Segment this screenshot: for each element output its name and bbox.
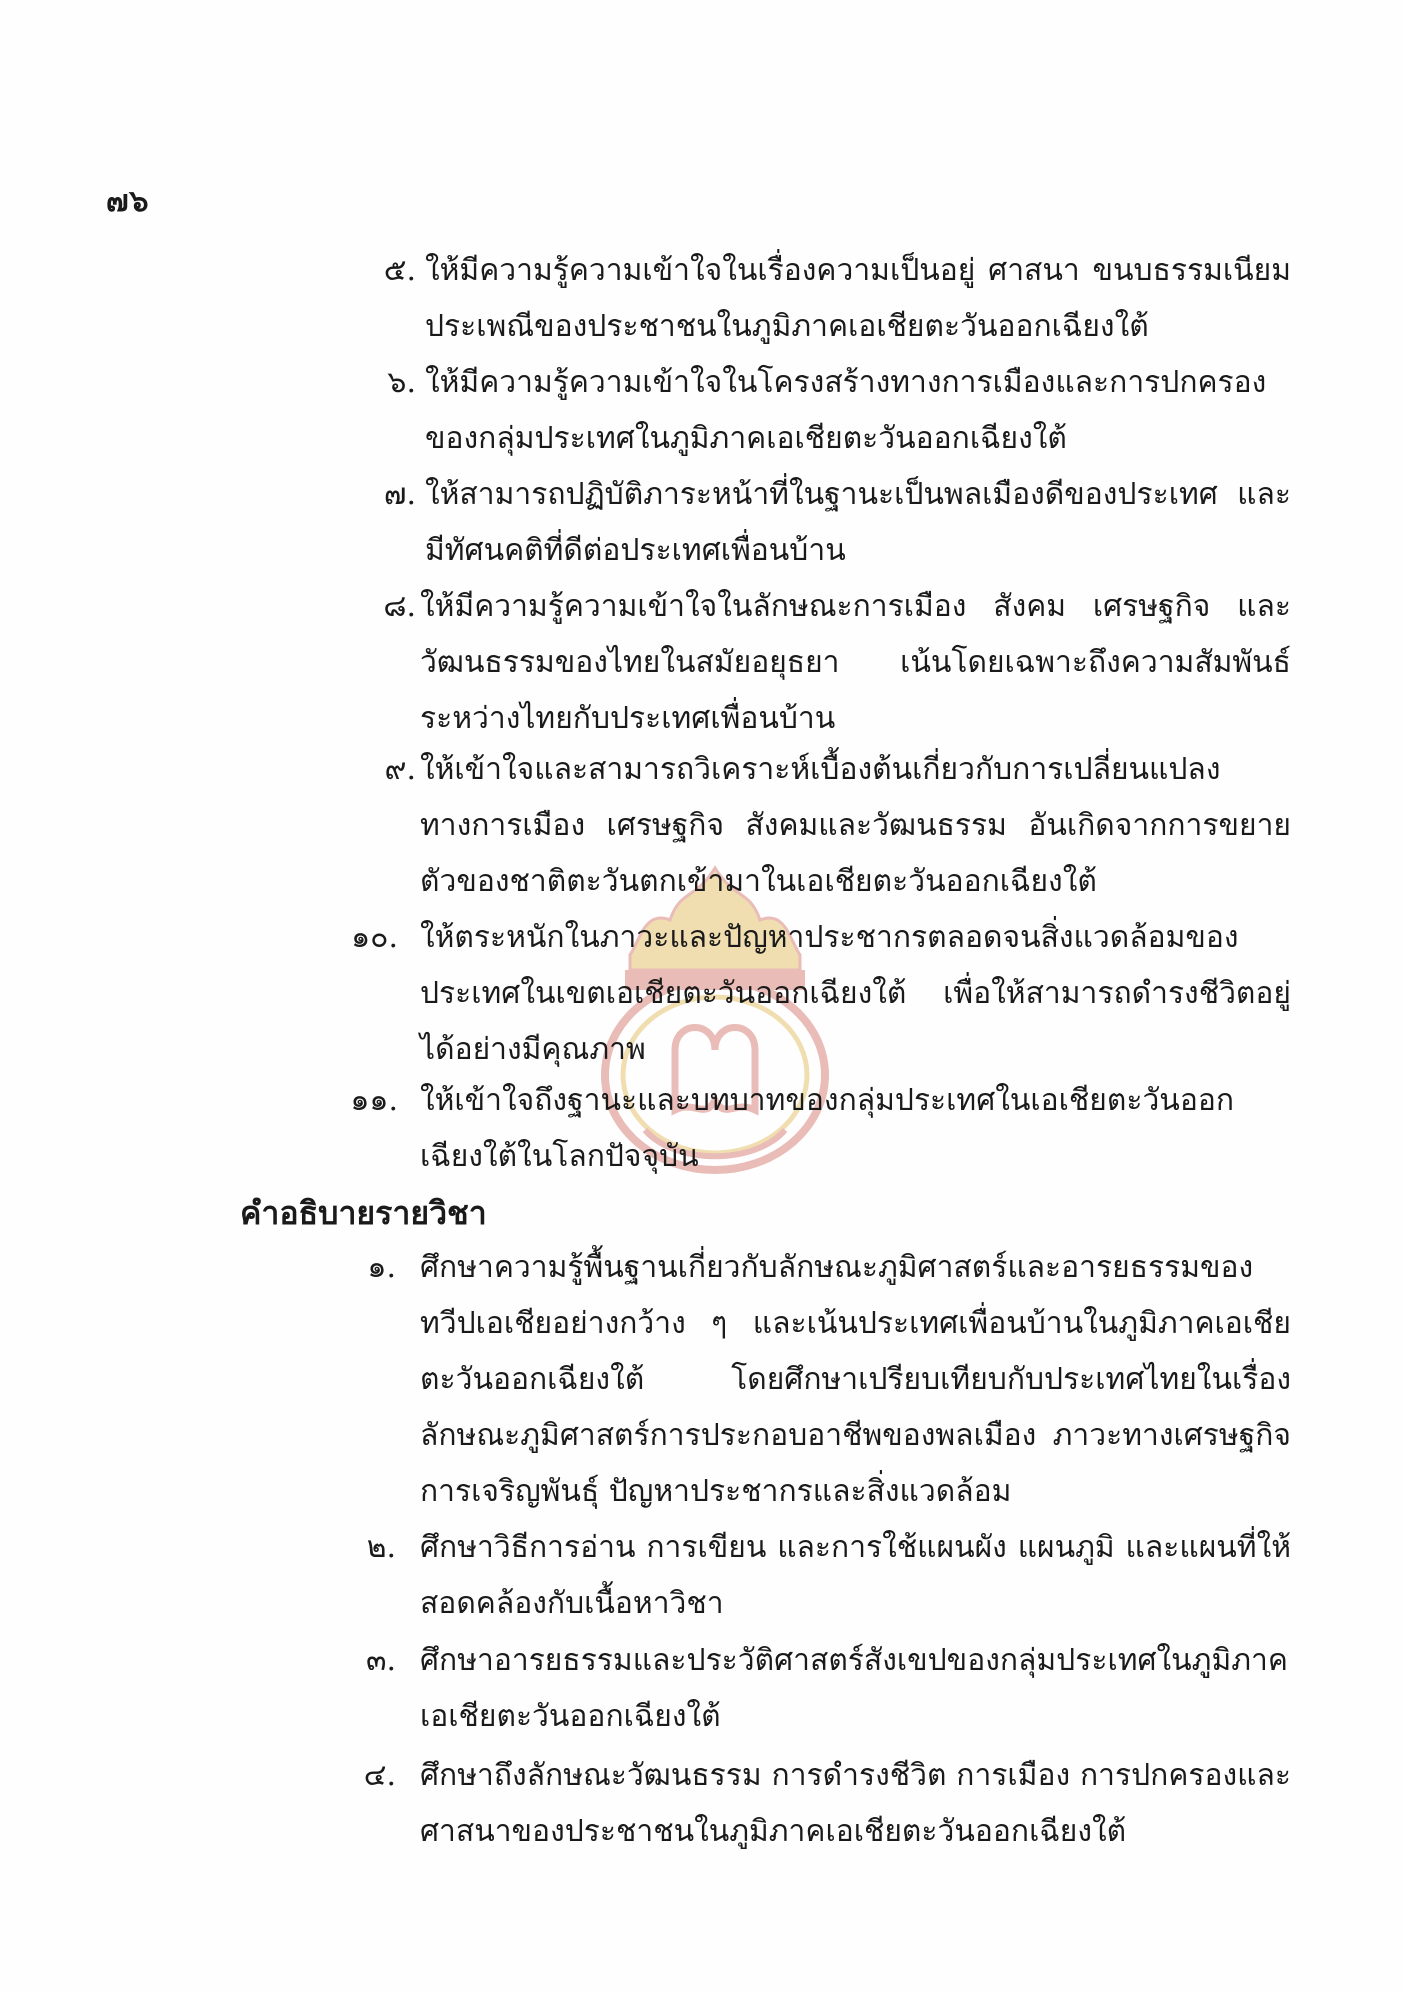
- list-item-number: ๑๑.: [350, 1083, 398, 1118]
- list-item-number: ๑.: [367, 1250, 396, 1285]
- list-item-number: ๗.: [383, 477, 416, 512]
- list-item-number: ๒.: [366, 1530, 396, 1565]
- list-item-number: ๙.: [384, 752, 416, 787]
- list-item-number: ๑๐.: [351, 920, 398, 955]
- list-item-text: ศึกษาอารยธรรมและประวัติศาสตร์สังเขปของกลุ่มประเทศในภูมิภาคเอเชียตะวันออกเฉียงใต้: [420, 1643, 1288, 1734]
- list-item-text: ให้เข้าใจและสามารถวิเคราะห์เบื้องต้นเกี่ยวกับการเปลี่ยนแปลงทางการเมือง เศรษฐกิจ สังคมและวัฒนธรรม อันเกิดจากการขยายตัวของชาติตะวันตกเข้ามาในเอเชียตะวันออกเฉียงใต้: [420, 752, 1291, 899]
- list-item-text: ศึกษาความรู้พื้นฐานเกี่ยวกับลักษณะภูมิศาสตร์และอารยธรรมของทวีปเอเชียอย่างกว้าง ๆ และเน้นประเทศเพื่อนบ้านในภูมิภาคเอเชียตะวันออกเฉียงใต้ โดยศึกษาเปรียบเทียบกับประเทศไทยในเรื่องลักษณะภูมิศาสตร์การประกอบอาชีพของพลเมือง ภาวะทางเศรษฐกิจ การเจริญพันธุ์ ปัญหาประชากรและสิ่งแวดล้อม: [420, 1250, 1291, 1509]
- list-item-text: ให้มีความรู้ความเข้าใจในลักษณะการเมือง สังคม เศรษฐกิจ และวัฒนธรรมของไทยในสมัยอยุธยา เน้นโดยเฉพาะถึงความสัมพันธ์ระหว่างไทยกับประเทศเพื่อนบ้าน: [420, 589, 1291, 736]
- list-item-text: ให้เข้าใจถึงฐานะและบทบาทของกลุ่มประเทศในเอเชียตะวันออกเฉียงใต้ในโลกปัจจุบัน: [420, 1083, 1235, 1174]
- list-item-text: ให้ตระหนักในภาวะและปัญหาประชากรตลอดจนสิ่งแวดล้อมของประเทศในเขตเอเชียตะวันออกเฉียงใต้ เพื่อให้สามารถดำรงชีวิตอยู่ได้อย่างมีคุณภาพ: [420, 920, 1291, 1067]
- list-item-text: ศึกษาวิธีการอ่าน การเขียน และการใช้แผนผัง แผนภูมิ และแผนที่ให้สอดคล้องกับเนื้อหาวิชา: [420, 1530, 1291, 1621]
- list-item-text: ให้มีความรู้ความเข้าใจในเรื่องความเป็นอยู่ ศาสนา ขนบธรรมเนียมประเพณีของประชาชนในภูมิภาคเอเชียตะวันออกเฉียงใต้: [425, 253, 1291, 344]
- section-heading: คำอธิบายรายวิชา: [240, 1194, 487, 1232]
- page-number: ๗๖: [106, 184, 150, 219]
- list-item-number: ๔.: [363, 1758, 396, 1793]
- list-item-text: ให้มีความรู้ความเข้าใจในโครงสร้างทางการเมืองและการปกครองของกลุ่มประเทศในภูมิภาคเอเชียตะวันออกเฉียงใต้: [425, 365, 1267, 456]
- list-item-number: ๖.: [387, 365, 416, 400]
- list-item-number: ๘.: [383, 589, 416, 624]
- list-item-text: ให้สามารถปฏิบัติภาระหน้าที่ในฐานะเป็นพลเมืองดีของประเทศ และมีทัศนคติที่ดีต่อประเทศเพื่อนบ้าน: [425, 477, 1291, 568]
- list-item-number: ๓.: [365, 1643, 396, 1678]
- list-item-number: ๕.: [383, 253, 416, 288]
- list-item-text: ศึกษาถึงลักษณะวัฒนธรรม การดำรงชีวิต การเมือง การปกครองและศาสนาของประชาชนในภูมิภาคเอเชียตะวันออกเฉียงใต้: [420, 1758, 1291, 1849]
